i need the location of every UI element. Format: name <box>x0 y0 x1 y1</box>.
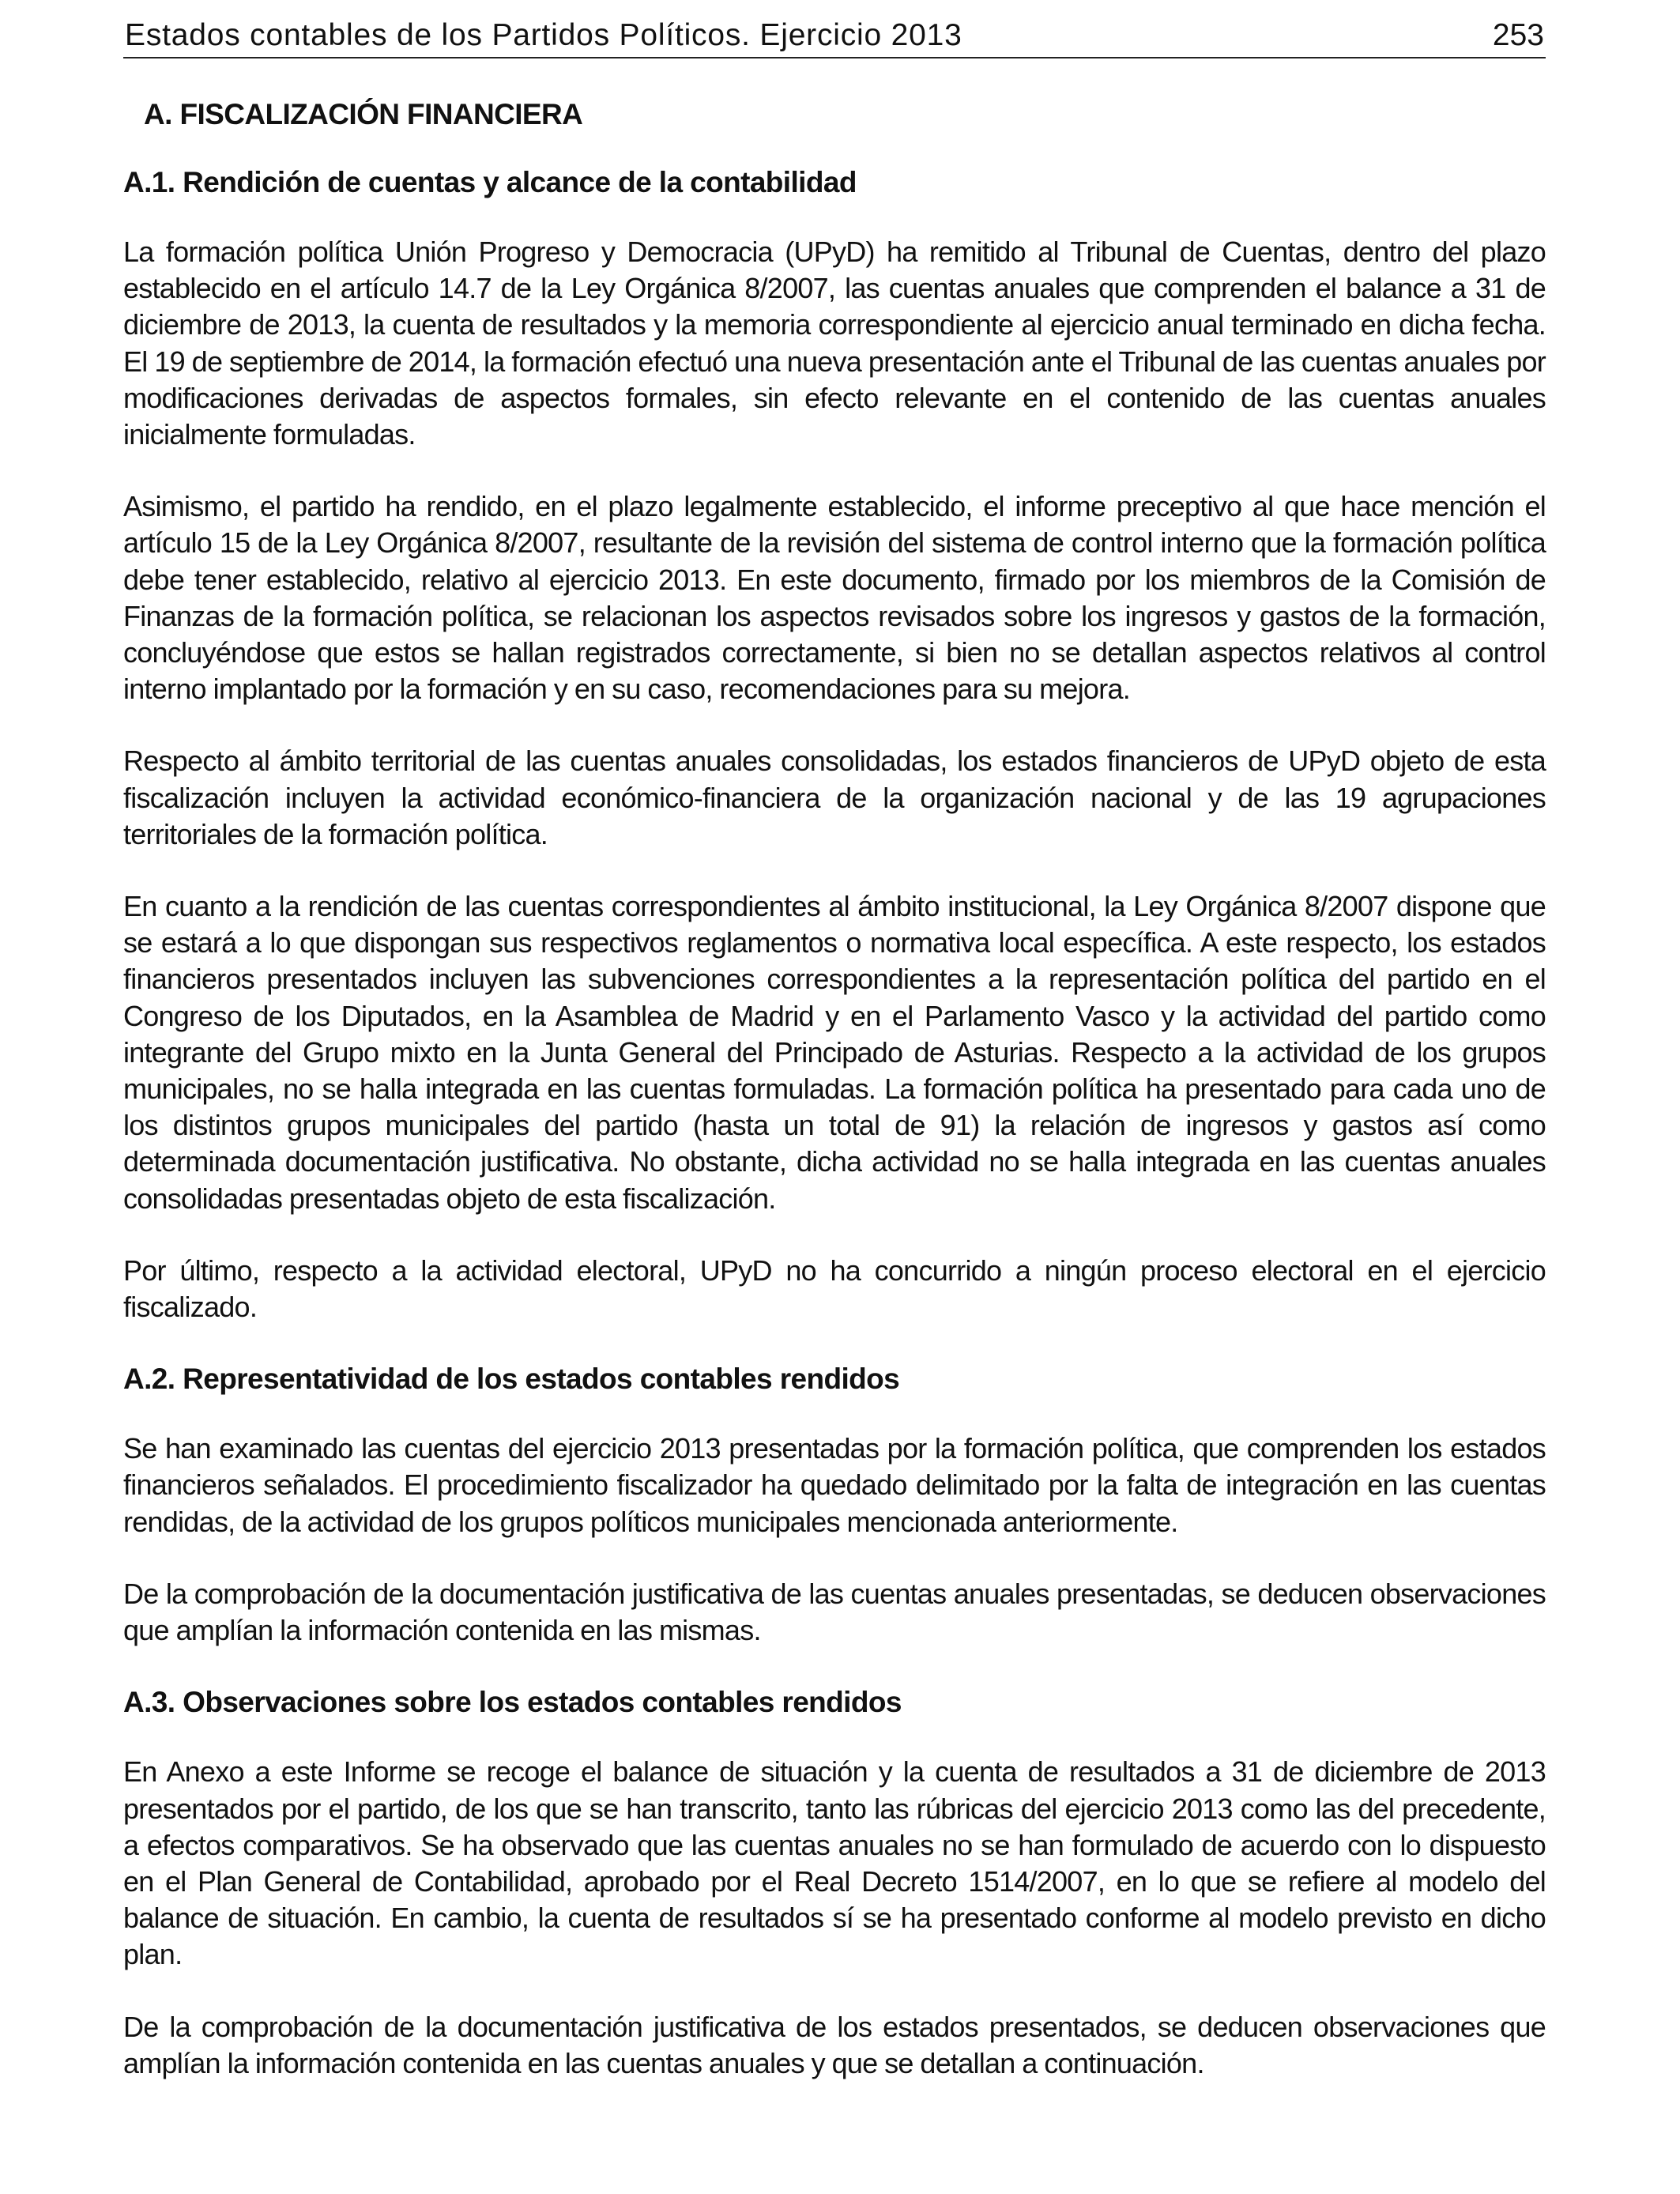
subsection-title-a3: A.3. Observaciones sobre los estados contables rendidos <box>123 1686 902 1719</box>
subsection-title-a2: A.2. Representatividad de los estados contables rendidos <box>123 1363 900 1396</box>
header-title: Estados contables de los Partidos Políticos. Ejercicio 2013 <box>125 18 962 52</box>
paragraph: Respecto al ámbito territorial de las cuentas anuales consolidadas, los estados financieros de UPyD objeto de esta fiscalización incluyen la actividad económico-financiera de la organización nacional y de las 19 agrupaciones territoriales de la formación política. <box>123 745 1546 850</box>
paragraph: La formación política Unión Progreso y Democracia (UPyD) ha remitido al Tribunal de Cuentas, dentro del plazo establecido en el artículo 14.7 de la Ley Orgánica 8/2007, las cuentas anuales que comprenden el balance a 31 de diciembre de 2013, la cuenta de resultados y la memoria correspondiente al ejercicio anual terminado en dicha fecha. El 19 de septiembre de 2014, la formación efectuó una nueva presentación ante el Tribunal de las cuentas anuales por modificaciones derivadas de aspectos formales, sin efecto relevante en el contenido de las cuentas anuales inicialmente formuladas. <box>123 236 1546 451</box>
document-body <box>123 96 1546 2082</box>
paragraph: Por último, respecto a la actividad electoral, UPyD no ha concurrido a ningún proceso electoral en el ejercicio fiscalizado. <box>123 1253 1546 1324</box>
paragraph: En cuanto a la rendición de las cuentas correspondientes al ámbito institucional, la Ley Orgánica 8/2007 dispone que se estará a lo que dispongan sus respectivos reglamentos o normativa local específica. A este respecto, los estados financieros presentados incluyen las subvenciones correspondientes a la representación política del partido en el Congreso de los Diputados, en la Asamblea de Madrid y en el Parlamento Vasco y la actividad del partido como integrante del Grupo mixto en la Junta General del Principado de Asturias. Respecto a la actividad de los grupos municipales, no se halla integrada en las cuentas formuladas. La formación política ha presentado para cada uno de los distintos grupos municipales del partido (hasta un total de 91) la relación de ingresos y gastos así como determinada documentación justificativa. No obstante, dicha actividad no se halla integrada en las cuentas anuales consolidadas presentadas objeto de esta fiscalización. <box>123 890 1546 1215</box>
paragraph: Asimismo, el partido ha rendido, en el plazo legalmente establecido, el informe preceptivo al que hace mención el artículo 15 de la Ley Orgánica 8/2007, resultante de la revisión del sistema de control interno que la formación política debe tener establecido, relativo al ejercicio 2013. En este documento, firmado por los miembros de la Comisión de Finanzas de la formación política, se relacionan los aspectos revisados sobre los ingresos y gastos de la formación, concluyéndose que estos se hallan registrados correctamente, si bien no se detallan aspectos relativos al control interno implantado por la formación y en su caso, recomendaciones para su mejora. <box>123 490 1546 706</box>
page-number: 253 <box>1492 18 1544 52</box>
subsection-title-a1: A.1. Rendición de cuentas y alcance de la contabilidad <box>123 166 857 198</box>
paragraph: En Anexo a este Informe se recoge el balance de situación y la cuenta de resultados a 31 de diciembre de 2013 presentados por el partido, de los que se han transcrito, tanto las rúbricas del ejercicio 2013 como las del precedente, a efectos comparativos. Se ha observado que las cuentas anuales no se han formulado de acuerdo con lo dispuesto en el Plan General de Contabilidad, aprobado por el Real Decreto 1514/2007, en lo que se refiere al modelo del balance de situación. En cambio, la cuenta de resultados sí se ha presentado conforme al modelo previsto en dicho plan. <box>123 1755 1546 1971</box>
paragraph: De la comprobación de la documentación justificativa de los estados presentados, se deducen observaciones que amplían la información contenida en las cuentas anuales y que se detallan a continuación. <box>123 2010 1546 2079</box>
paragraph: De la comprobación de la documentación justificativa de las cuentas anuales presentadas, se deducen observaciones que amplían la información contenida en las mismas. <box>123 1577 1546 1647</box>
section-title: A. FISCALIZACIÓN FINANCIERA <box>144 98 583 130</box>
paragraph: Se han examinado las cuentas del ejercicio 2013 presentadas por la formación política, que comprenden los estados financieros señalados. El procedimiento fiscalizador ha quedado delimitado por la falta de integración en las cuentas rendidas, de la actividad de los grupos políticos municipales mencionada anteriormente. <box>123 1432 1546 1538</box>
running-header <box>123 16 1546 58</box>
